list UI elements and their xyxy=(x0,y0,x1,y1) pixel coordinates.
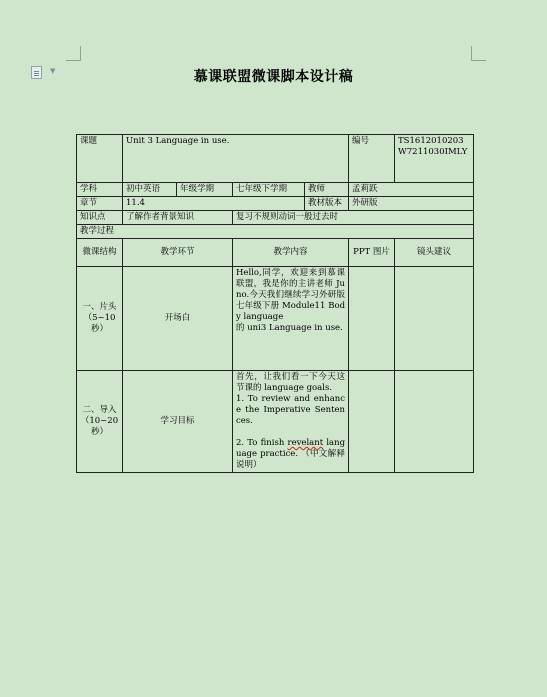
table-row xyxy=(77,371,474,473)
row-step[interactable]: 学习目标 xyxy=(123,371,233,473)
course-label: 课题 xyxy=(77,135,123,183)
knowledge-value-2[interactable]: 复习不规则动词一般过去时 xyxy=(233,211,474,225)
crop-mark-top-right xyxy=(471,46,486,61)
crop-mark-top-left xyxy=(66,46,81,61)
spelling-error-word[interactable]: revelant xyxy=(287,438,324,448)
code-value[interactable] xyxy=(395,135,474,183)
column-header-step: 教学环节 xyxy=(123,239,233,267)
row-shot[interactable] xyxy=(395,267,474,371)
grade-value[interactable]: 七年级下学期 xyxy=(233,183,305,197)
content-text: language practice. （中文解释说明） xyxy=(236,438,346,470)
teacher-value[interactable]: 孟莉跃 xyxy=(349,183,474,197)
column-header-structure: 微课结构 xyxy=(77,239,123,267)
chevron-down-icon[interactable]: ▼ xyxy=(50,67,56,75)
subject-label: 学科 xyxy=(77,183,123,197)
chapter-label: 章节 xyxy=(77,197,123,211)
grade-label: 年级学期 xyxy=(177,183,233,197)
row-structure[interactable]: 二、导入（10~20秒） xyxy=(77,371,123,473)
chapter-value[interactable]: 11.4 xyxy=(123,197,305,211)
row-ppt[interactable] xyxy=(349,371,395,473)
script-form-table xyxy=(76,134,474,473)
content-line: 1. To review and enhance the Imperative Sentences. xyxy=(236,394,346,426)
teacher-label: 教师 xyxy=(305,183,349,197)
row-content[interactable] xyxy=(233,371,349,473)
row-structure[interactable]: 一、片头（5~10秒） xyxy=(77,267,123,371)
column-header-ppt: PPT 图片 xyxy=(349,239,395,267)
content-line: Hello,同学，欢迎来到慕课联盟，我是你的主讲老师 Juno.今天我们继续学习外研版七年级下册 Module11 Body language xyxy=(236,268,346,322)
row-content[interactable] xyxy=(233,267,349,371)
row-step[interactable]: 开场白 xyxy=(123,267,233,371)
subject-value[interactable]: 初中英语 xyxy=(123,183,177,197)
content-line: 的 uni3 Language in use. xyxy=(236,323,343,333)
table-row xyxy=(77,267,474,371)
row-shot[interactable] xyxy=(395,371,474,473)
course-value[interactable]: Unit 3 Language in use. xyxy=(123,135,349,183)
content-line: 首先，让我们看一下今天这节课的 language goals. xyxy=(236,372,346,393)
process-label: 教学过程 xyxy=(77,225,474,239)
knowledge-label: 知识点 xyxy=(77,211,123,225)
knowledge-value-1[interactable]: 了解作者背景知识 xyxy=(123,211,233,225)
content-text: 2. To finish xyxy=(236,438,288,448)
page-title: 慕课联盟微课脚本设计稿 xyxy=(193,69,354,85)
edition-value[interactable]: 外研版 xyxy=(349,197,474,211)
content-line xyxy=(236,438,345,471)
code-label: 编号 xyxy=(349,135,395,183)
code-line-2: W7211030IMLY xyxy=(398,147,468,157)
row-ppt[interactable] xyxy=(349,267,395,371)
column-header-shot: 镜头建议 xyxy=(395,239,474,267)
code-line-1: TS1612010203 xyxy=(398,136,464,146)
column-header-content: 教学内容 xyxy=(233,239,349,267)
edition-label: 教材版本 xyxy=(305,197,349,211)
